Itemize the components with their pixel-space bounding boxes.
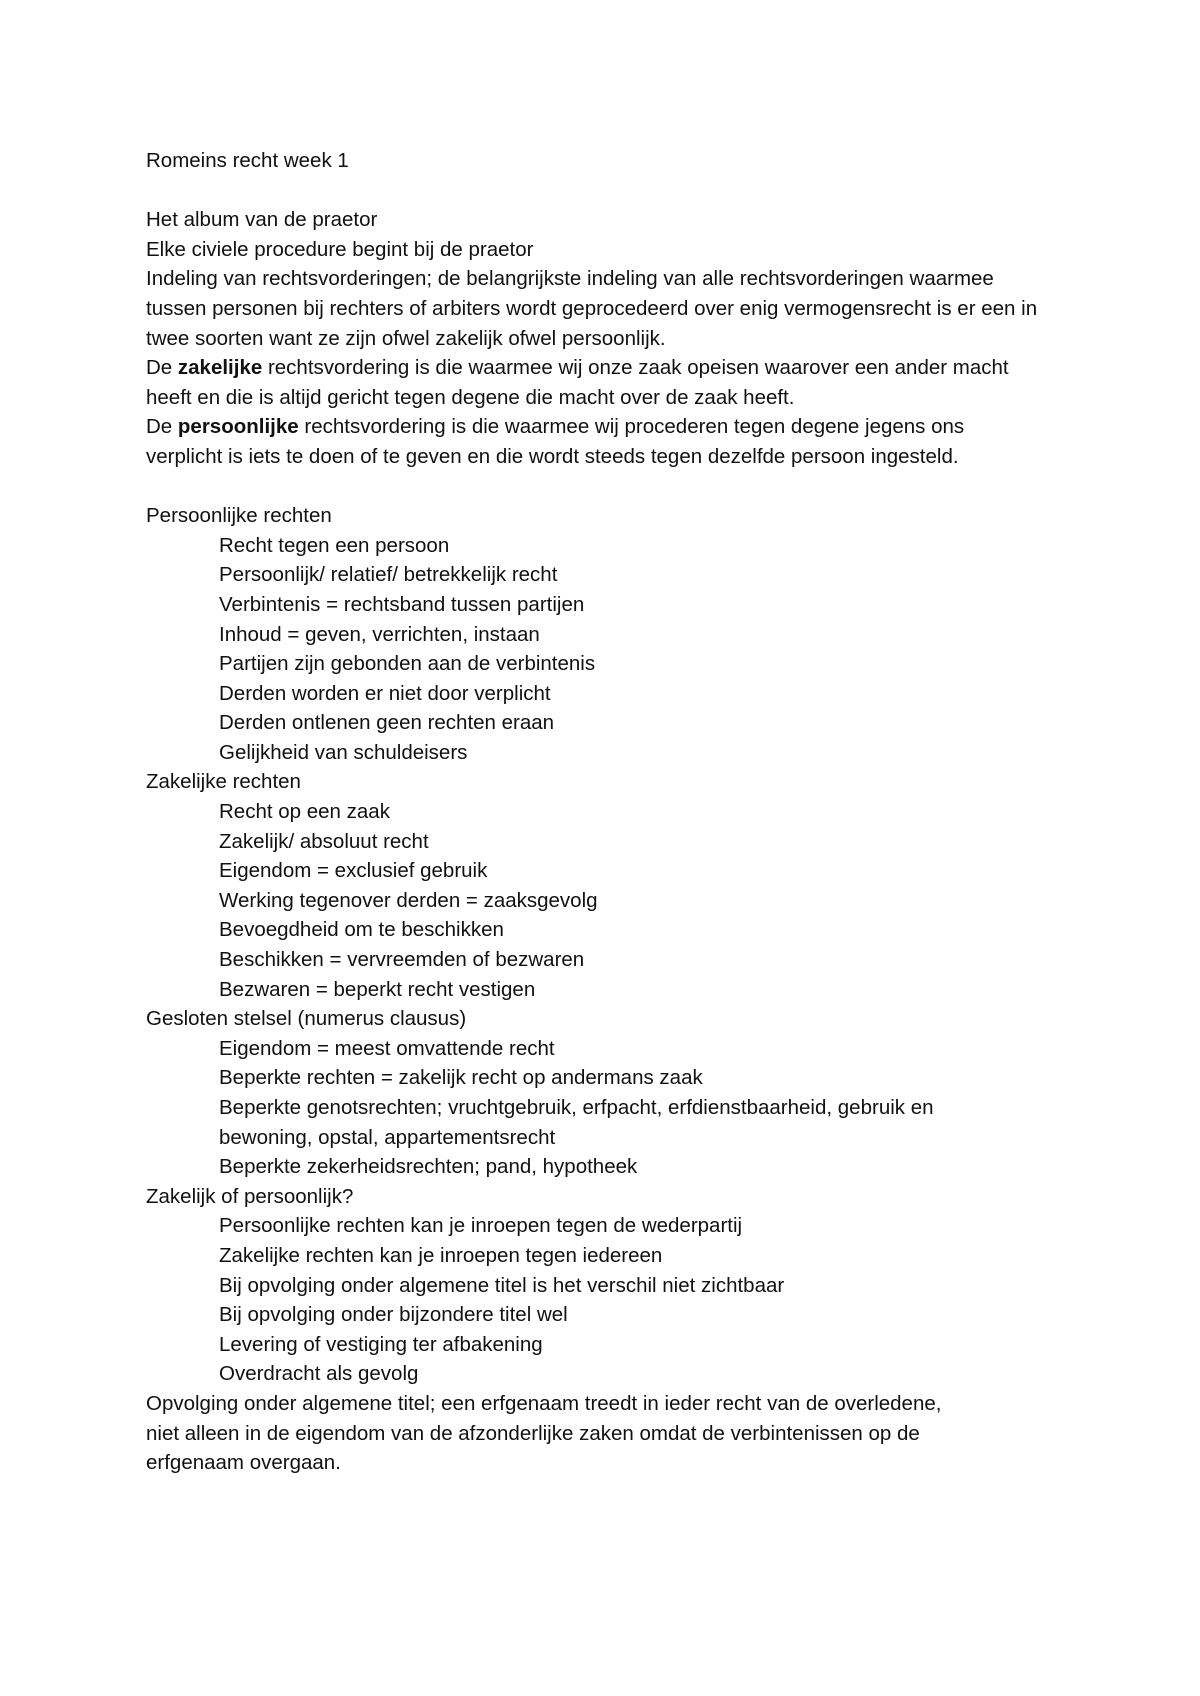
section-heading: Persoonlijke rechten — [146, 504, 332, 528]
list-item: Beschikken = vervreemden of bezwaren — [219, 948, 585, 972]
spacer — [146, 472, 1046, 502]
closing-line: niet alleen in de eigendom van de afzonderlijke zaken omdat de verbintenissen op de — [146, 1421, 920, 1445]
bold-term: zakelijke — [177, 356, 263, 380]
intro-paragraph: Indeling van rechtsvorderingen; de belangrijkste indeling van alle rechtsvorderingen waarmee tussen personen bij rechters of arbiters wordt geprocedeerd over enig vermogensrecht is er een in twee soorten want ze zijn ofwel zakelijk ofwel persoonlijk. — [146, 267, 1038, 350]
section-heading: Zakelijke rechten — [146, 770, 301, 794]
list-item: Verbintenis = rechtsband tussen partijen — [219, 592, 585, 616]
list-item: Bij opvolging onder bijzondere titel wel — [219, 1303, 568, 1327]
list-item: Beperkte rechten = zakelijk recht op andermans zaak — [219, 1066, 703, 1090]
list-item: Eigendom = exclusief gebruik — [219, 859, 488, 883]
list-item: Werking tegenover derden = zaaksgevolg — [219, 888, 598, 912]
intro-line: Elke civiele procedure begint bij de praetor — [146, 237, 534, 261]
list-item: Bij opvolging onder algemene titel is het verschil niet zichtbaar — [219, 1273, 785, 1297]
closing-line: Opvolging onder algemene titel; een erfgenaam treedt in ieder recht van de overledene, — [146, 1391, 942, 1415]
list-item: Overdracht als gevolg — [219, 1362, 419, 1386]
spacer — [146, 176, 1046, 206]
intro-paragraph-zakelijke — [146, 353, 1046, 412]
list-item: Beperkte zekerheidsrechten; pand, hypotheek — [219, 1155, 638, 1179]
list-item: Zakelijk/ absoluut recht — [219, 829, 429, 853]
paragraph-text: rechtsvordering is die waarmee wij onze zaak opeisen waarover een ander macht heeft en die is altijd gericht tegen degene die macht over de zaak heeft. — [146, 356, 1009, 409]
list-item: Derden ontlenen geen rechten eraan — [219, 711, 555, 735]
list-item: Persoonlijke rechten kan je inroepen tegen de wederpartij — [219, 1214, 743, 1238]
closing-line: erfgenaam overgaan. — [146, 1451, 341, 1475]
section-heading: Zakelijk of persoonlijk? — [146, 1184, 354, 1208]
intro-paragraph-persoonlijke — [146, 412, 1046, 471]
list-item: Derden worden er niet door verplicht — [219, 681, 551, 705]
list-item: Bevoegdheid om te beschikken — [219, 918, 504, 942]
list-item: Persoonlijk/ relatief/ betrekkelijk recht — [219, 563, 558, 587]
paragraph-text: rechtsvordering is die waarmee wij procederen tegen degene jegens ons verplicht is iets te doen of te geven en die wordt steeds tegen dezelfde persoon ingesteld. — [146, 415, 965, 468]
list-item: Inhoud = geven, verrichten, instaan — [219, 622, 540, 646]
list-item: Bezwaren = beperkt recht vestigen — [219, 977, 536, 1001]
list-item: Zakelijke rechten kan je inroepen tegen iedereen — [219, 1243, 663, 1267]
paragraph-prefix: De — [146, 415, 178, 439]
bold-term: persoonlijke — [177, 415, 299, 439]
list-item: Levering of vestiging ter afbakening — [219, 1332, 543, 1356]
intro-line: Het album van de praetor — [146, 208, 378, 232]
list-item: Gelijkheid van schuldeisers — [219, 740, 468, 764]
list-item: Partijen zijn gebonden aan de verbintenis — [219, 652, 596, 676]
list-item: Recht tegen een persoon — [219, 533, 450, 557]
section-heading: Gesloten stelsel (numerus clausus) — [146, 1007, 467, 1031]
list-item: Eigendom = meest omvattende recht — [219, 1036, 555, 1060]
list-item: Beperkte genotsrechten; vruchtgebruik, erfpacht, erfdienstbaarheid, gebruik en — [219, 1096, 934, 1119]
document-body — [146, 146, 1046, 1478]
list-item: Recht op een zaak — [219, 800, 390, 824]
paragraph-prefix: De — [146, 356, 178, 380]
list-item: bewoning, opstal, appartementsrecht — [219, 1125, 556, 1149]
sections-list — [146, 501, 1046, 1389]
document-title: Romeins recht week 1 — [146, 149, 349, 172]
